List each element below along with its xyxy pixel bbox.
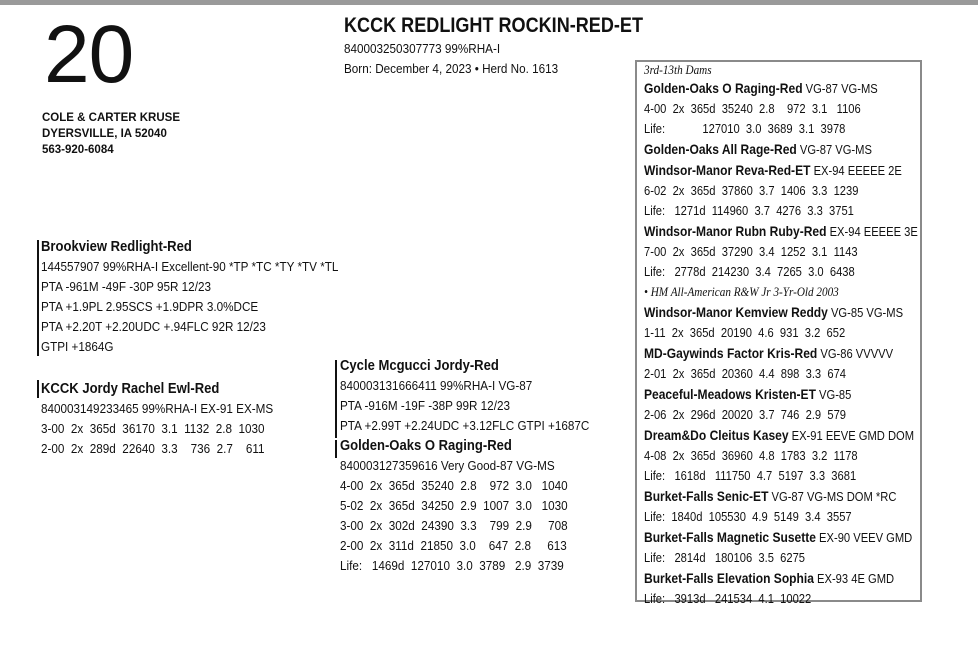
dam-name: Dream&Do Cleitus Kasey (644, 427, 789, 443)
dams-box-content (644, 62, 962, 609)
mgd-name: Golden-Oaks O Raging-Red (340, 438, 512, 454)
sire-line: PTA -961M -49F -30P 95R 12/23 (41, 279, 211, 294)
sire-line: 144557907 99%RHA-I Excellent-90 *TP *TC *TY *TV *TL (41, 259, 339, 274)
sire-line: PTA +1.9PL 2.95SCS +1.9DPR 3.0%DCE (41, 299, 259, 314)
mgd-line: 840003127359616 Very Good-87 VG-MS (340, 458, 555, 473)
dam-name: Windsor-Manor Kemview Reddy (644, 304, 828, 320)
dam-record-line: 6-02 2x 365d 37860 3.7 1406 3.3 1239 (644, 183, 859, 198)
dam-name: Golden-Oaks O Raging-Red (644, 80, 803, 96)
dam-record-line: Life: 2778d 214230 3.4 7265 3.0 6438 (644, 264, 855, 279)
animal-name: KCCK REDLIGHT ROCKIN-RED-ET (344, 14, 643, 37)
mgs-block (340, 356, 617, 436)
dam-score: VG-87 VG-MS (796, 142, 872, 157)
owner-phone: 563-920-6084 (42, 144, 114, 156)
dam-bracket (37, 380, 39, 398)
dams-rows (644, 78, 962, 609)
dam-record-line: Life: 1840d 105530 4.9 5149 3.4 3557 (644, 509, 852, 524)
dam-score: EX-93 4E GMD (813, 571, 895, 586)
dam-name: KCCK Jordy Rachel Ewl-Red (41, 381, 220, 397)
dam-name: Windsor-Manor Rubn Ruby-Red (644, 223, 827, 239)
dam-score: VG-86 VVVVV (817, 346, 894, 361)
dam-record-line: Life: 2814d 180106 3.5 6275 (644, 550, 806, 565)
owner-name: COLE & CARTER KRUSE (42, 112, 181, 124)
dam-score: VG-87 VG-MS (802, 81, 878, 96)
dam-record-line: 7-00 2x 365d 37290 3.4 1252 3.1 1143 (644, 244, 858, 259)
mgs-line: PTA +2.99T +2.24UDC +3.12FLC GTPI +1687C (340, 418, 590, 433)
dam-record-name (644, 160, 918, 181)
dam-score: VG-87 VG-MS DOM *RC (768, 489, 897, 504)
owner-city: DYERSVILLE, IA 52040 (42, 128, 167, 140)
dam-name: Burket-Falls Elevation Sophia (644, 570, 814, 586)
dam-record-name (644, 139, 918, 160)
dam-record-name (644, 78, 918, 99)
sire-block (41, 237, 371, 357)
dam-record-name (644, 568, 918, 589)
dam-line: 840003149233465 99%RHA-I EX-91 EX-MS (41, 401, 274, 416)
dam-name: Golden-Oaks All Rage-Red (644, 141, 797, 157)
mgd-line: 3-00 2x 302d 24390 3.3 799 2.9 708 (340, 518, 568, 533)
dam-record-line: 4-08 2x 365d 36960 4.8 1783 3.2 1178 (644, 448, 858, 463)
dam-record-line: Life: 1271d 114960 3.7 4276 3.3 3751 (644, 203, 854, 218)
dam-record-name (644, 527, 918, 548)
dam-record-name (644, 221, 918, 242)
dam-score: EX-90 VEEV GMD (815, 530, 913, 545)
mgd-line: 5-02 2x 365d 34250 2.9 1007 3.0 1030 (340, 498, 568, 513)
mgd-line: 4-00 2x 365d 35240 2.8 972 3.0 1040 (340, 478, 568, 493)
dam-score: EX-94 EEEEE 2E (810, 163, 902, 178)
animal-born: Born: December 4, 2023 • Herd No. 1613 (344, 61, 559, 76)
dams-box-header: 3rd-13th Dams (644, 62, 712, 77)
lot-number: 20 (44, 9, 134, 100)
mgd-line: Life: 1469d 127010 3.0 3789 2.9 3739 (340, 558, 564, 573)
mgs-line: 840003131666411 99%RHA-I VG-87 (340, 378, 533, 393)
owner-block (42, 110, 180, 158)
dam-record-name (644, 302, 918, 323)
dam-name: Burket-Falls Magnetic Susette (644, 529, 816, 545)
dam-record-name (644, 486, 918, 507)
dam-record-line: Life: 127010 3.0 3689 3.1 3978 (644, 121, 846, 136)
sire-name: Brookview Redlight-Red (41, 239, 192, 255)
dam-record-name (644, 384, 918, 405)
sire-line: GTPI +1864G (41, 339, 114, 354)
dam-score: VG-85 VG-MS (827, 305, 904, 320)
dam-record-line: 4-00 2x 365d 35240 2.8 972 3.1 1106 (644, 101, 861, 116)
dam-name: Windsor-Manor Reva-Red-ET (644, 162, 811, 178)
dam-name: MD-Gaywinds Factor Kris-Red (644, 345, 818, 361)
mgd-bracket (335, 440, 337, 458)
sire-line: PTA +2.20T +2.20UDC +.94FLC 92R 12/23 (41, 319, 266, 334)
dam-block (41, 379, 299, 459)
sire-bracket (37, 240, 39, 356)
animal-id: 840003250307773 99%RHA-I (344, 41, 501, 56)
dam-record-line: Life: 3913d 241534 4.1 10022 (644, 591, 812, 606)
dam-score: VG-85 (815, 387, 852, 402)
dam-record-line: 2-01 2x 365d 20360 4.4 898 3.3 674 (644, 366, 847, 381)
mgd-line: 2-00 2x 311d 21850 3.0 647 2.8 613 (340, 538, 567, 553)
dam-record-line: 2-06 2x 296d 20020 3.7 746 2.9 579 (644, 407, 847, 422)
dam-name: Peaceful-Meadows Kristen-ET (644, 386, 816, 402)
dam-honor-note: • HM All-American R&W Jr 3-Yr-Old 2003 (644, 284, 839, 299)
dam-record-name (644, 343, 918, 364)
dam-score: EX-94 EEEEE 3E (826, 224, 918, 239)
mgd-block (340, 436, 593, 576)
dam-name: Burket-Falls Senic-ET (644, 488, 769, 504)
dam-line: 2-00 2x 289d 22640 3.3 736 2.7 611 (41, 441, 265, 456)
dam-record-line: Life: 1618d 111750 4.7 5197 3.3 3681 (644, 468, 857, 483)
dam-score: EX-91 EEVE GMD DOM (788, 428, 915, 443)
mgs-line: PTA -916M -19F -38P 99R 12/23 (340, 398, 510, 413)
dam-record-line: 1-11 2x 365d 20190 4.6 931 3.2 652 (644, 325, 846, 340)
top-rule (0, 0, 978, 5)
mgs-name: Cycle Mcgucci Jordy-Red (340, 358, 499, 374)
dam-line: 3-00 2x 365d 36170 3.1 1132 2.8 1030 (41, 421, 265, 436)
mgs-bracket (335, 360, 337, 438)
dam-record-name (644, 425, 918, 446)
